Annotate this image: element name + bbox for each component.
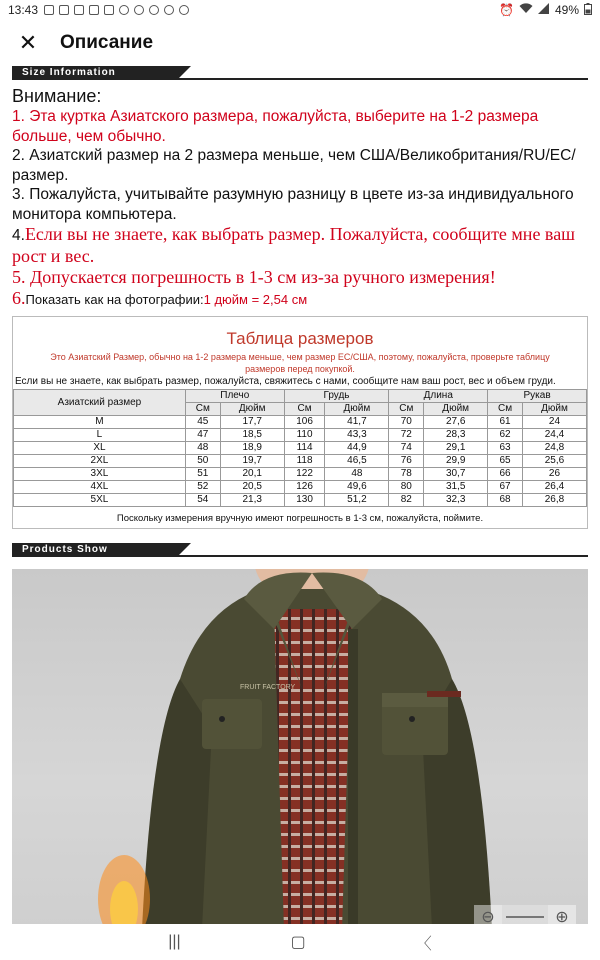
chrome-icon [134, 5, 144, 15]
attention-notes [0, 80, 600, 310]
table-cell: 25,6 [522, 454, 586, 467]
table-cell: 62 [488, 428, 523, 441]
table-cell: 63 [488, 441, 523, 454]
table-cell: 126 [284, 480, 325, 493]
unit-header: См [389, 402, 424, 415]
chrome-icon [119, 5, 129, 15]
size-information-label: Size Information [12, 66, 177, 80]
size-information-banner [12, 66, 588, 80]
note-2: 2. Азиатский размер на 2 размера меньше, чем США/Великобритания/RU/EC/размер. [12, 147, 576, 184]
table-cell: 20,5 [220, 480, 284, 493]
note-4 [12, 224, 588, 267]
status-time: 13:43 [8, 3, 39, 17]
description-content[interactable] [0, 66, 600, 924]
table-cell: 31,5 [424, 480, 488, 493]
back-button[interactable]: 〈 [415, 935, 432, 953]
table-cell: 78 [389, 467, 424, 480]
zoom-in-button[interactable] [548, 905, 576, 925]
table-cell: 41,7 [325, 415, 389, 428]
table-cell: 65 [488, 454, 523, 467]
table-row [14, 454, 587, 467]
table-cell: 3XL [14, 467, 186, 480]
column-group-sleeve: Рукав [488, 389, 587, 402]
column-header-size: Азиатский размер [14, 389, 186, 415]
table-cell: 52 [185, 480, 220, 493]
table-cell: 28,3 [424, 428, 488, 441]
product-photo[interactable] [12, 569, 588, 925]
table-cell: L [14, 428, 186, 441]
notification-icon [44, 5, 54, 15]
table-cell: 26,8 [522, 493, 586, 506]
signal-icon [538, 3, 550, 17]
table-cell: 54 [185, 493, 220, 506]
table-cell: 118 [284, 454, 325, 467]
unit-header: Дюйм [325, 402, 389, 415]
notes-heading: Внимание: [12, 86, 102, 106]
table-cell: 76 [389, 454, 424, 467]
table-cell: 43,3 [325, 428, 389, 441]
table-cell: 19,7 [220, 454, 284, 467]
table-cell: 50 [185, 454, 220, 467]
zoom-in-icon: ⊕ [555, 908, 569, 924]
table-cell: 68 [488, 493, 523, 506]
page-title: Описание [60, 32, 154, 53]
table-cell: 26 [522, 467, 586, 480]
table-cell: M [14, 415, 186, 428]
table-cell: 106 [284, 415, 325, 428]
table-cell: 80 [389, 480, 424, 493]
table-cell: 45 [185, 415, 220, 428]
table-cell: 27,6 [424, 415, 488, 428]
table-cell: 4XL [14, 480, 186, 493]
table-cell: 70 [389, 415, 424, 428]
note-4-text: Если вы не знаете, как выбрать размер. Пожалуйста, сообщите мне ваш рост и вес. [12, 224, 576, 266]
table-cell: 110 [284, 428, 325, 441]
table-cell: 47 [185, 428, 220, 441]
table-cell: 49,6 [325, 480, 389, 493]
table-cell: 26,4 [522, 480, 586, 493]
column-group-chest: Грудь [284, 389, 389, 402]
close-button[interactable] [0, 20, 56, 66]
table-cell: 72 [389, 428, 424, 441]
table-cell: 18,9 [220, 441, 284, 454]
home-button[interactable]: ▢ [290, 934, 306, 951]
table-cell: 30,7 [424, 467, 488, 480]
unit-header: Дюйм [522, 402, 586, 415]
table-cell: 29,9 [424, 454, 488, 467]
table-cell: 74 [389, 441, 424, 454]
alarm-icon: ⏰ [499, 3, 514, 17]
products-show-label: Products Show [12, 543, 177, 557]
size-table-card [12, 316, 588, 529]
note-4-prefix: 4. [12, 227, 25, 244]
table-cell: 24,4 [522, 428, 586, 441]
table-cell: 29,1 [424, 441, 488, 454]
table-cell: 48 [185, 441, 220, 454]
unit-header: См [185, 402, 220, 415]
size-table-info: Если вы не знаете, как выбрать размер, пожалуйста, свяжитесь с нами, сообщите нам ваш рост, вес и объем груди. [15, 375, 556, 387]
table-cell: 24,8 [522, 441, 586, 454]
table-cell: 46,5 [325, 454, 389, 467]
app-bar [0, 20, 600, 66]
note-6-unit: 1 дюйм = 2,54 см [203, 292, 308, 307]
close-icon: ✕ [18, 30, 38, 55]
size-table-note: Это Азиатский Размер, обычно на 1-2 размера меньше, чем размер ЕС/США, поэтому, пожалуйста, проверьте таблицу размеров перед покупкой. [50, 351, 550, 374]
table-row [14, 428, 587, 441]
table-row [14, 441, 587, 454]
unit-header: См [284, 402, 325, 415]
table-cell: 20,1 [220, 467, 284, 480]
table-cell: 114 [284, 441, 325, 454]
unit-header: Дюйм [220, 402, 284, 415]
zoom-out-icon: ⊖ [481, 908, 495, 924]
products-show-banner [12, 543, 588, 557]
chrome-icon [149, 5, 159, 15]
unit-header: См [488, 402, 523, 415]
jacket-illustration [12, 569, 588, 925]
note-6-text: Показать как на фотографии: [25, 292, 204, 307]
table-group-header [14, 389, 587, 402]
table-row [14, 415, 587, 428]
note-1: 1. Эта куртка Азиатского размера, пожалуйста, выберите на 1-2 размера больше, чем обычно. [12, 108, 539, 145]
size-table-title: Таблица размеров [226, 328, 374, 348]
navigation-bar [0, 924, 600, 960]
table-cell: 67 [488, 480, 523, 493]
table-cell: 24 [522, 415, 586, 428]
table-cell: 51 [185, 467, 220, 480]
table-cell: 82 [389, 493, 424, 506]
table-cell: 51,2 [325, 493, 389, 506]
table-cell: 18,5 [220, 428, 284, 441]
size-table-footer: Поскольку измерения вручную имеют погрешность в 1-3 см, пожалуйста, поймите. [116, 512, 484, 524]
note-3: 3. Пожалуйста, учитывайте разумную разницу в цвете из-за индивидуального монитора компьютера. [12, 186, 574, 223]
notification-icons [44, 5, 189, 15]
size-table [13, 389, 587, 507]
youtube-icon [89, 5, 99, 15]
table-cell: 17,7 [220, 415, 284, 428]
battery-percent: 49% [554, 3, 579, 17]
zoom-slider[interactable] [502, 905, 548, 925]
column-group-length: Длина [389, 389, 488, 402]
battery-icon [584, 3, 592, 18]
unit-header: Дюйм [424, 402, 488, 415]
system-icons [499, 3, 592, 18]
zoom-controls [474, 905, 576, 925]
table-cell: 122 [284, 467, 325, 480]
table-cell: 5XL [14, 493, 186, 506]
jacket-chest-print: FRUIT FACTORY [240, 683, 296, 691]
chrome-icon [179, 5, 189, 15]
note-5: 5. Допускается погрешность в 1-3 см из-за ручного измерения! [12, 267, 496, 287]
notification-icon [59, 5, 69, 15]
wifi-icon [519, 3, 533, 17]
table-cell: 66 [488, 467, 523, 480]
table-cell: 44,9 [325, 441, 389, 454]
status-bar [0, 0, 600, 20]
table-cell: 130 [284, 493, 325, 506]
table-cell: XL [14, 441, 186, 454]
note-6-prefix: 6. [12, 288, 26, 308]
table-row [14, 480, 587, 493]
table-row [14, 493, 587, 506]
table-cell: 61 [488, 415, 523, 428]
mail-icon [104, 5, 114, 15]
table-cell: 48 [325, 467, 389, 480]
column-group-shoulder: Плечо [185, 389, 284, 402]
recent-apps-button[interactable]: ||| [168, 933, 181, 950]
note-6 [12, 288, 588, 310]
table-cell: 21,3 [220, 493, 284, 506]
chrome-icon [164, 5, 174, 15]
youtube-icon [74, 5, 84, 15]
table-cell: 2XL [14, 454, 186, 467]
zoom-out-button[interactable] [474, 905, 502, 925]
table-row [14, 467, 587, 480]
table-cell: 32,3 [424, 493, 488, 506]
